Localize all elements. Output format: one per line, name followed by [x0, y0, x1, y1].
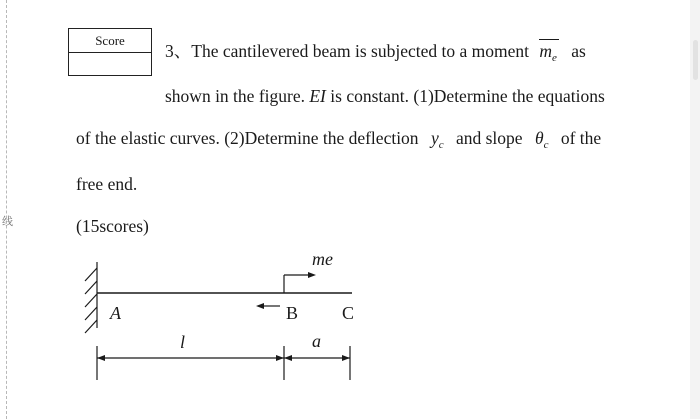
score-label: Score	[69, 29, 151, 53]
point-c-label: C	[342, 303, 355, 323]
b-marker-arrow	[256, 303, 280, 309]
problem-intro-text: 3、The cantilevered beam is subjected to a moment	[165, 41, 529, 61]
moment-vector-symbol: $m_e$	[539, 41, 557, 68]
problem-text-of-the: of the	[560, 128, 602, 148]
moment-me-label: me	[312, 249, 333, 269]
problem-line-4: free end.	[76, 174, 138, 194]
length-l-label: l	[180, 332, 186, 352]
problem-text-elastic: of the elastic curves. (2)Determine the deflection	[76, 128, 419, 148]
slope-symbol: $\theta_c$	[534, 128, 549, 151]
binding-margin-mark: 线	[2, 215, 13, 228]
score-note: (15scores)	[76, 216, 149, 236]
dimension-lines	[97, 346, 350, 380]
fixed-support-hatching	[85, 268, 97, 333]
problem-text-constant: is constant. (1)Determine the equations	[330, 86, 605, 106]
problem-as-text: as	[571, 41, 586, 61]
moment-arrow	[284, 272, 316, 293]
problem-text-and-slope: and slope	[455, 128, 523, 148]
deflection-symbol: $y_c$	[430, 128, 444, 151]
point-b-label: B	[286, 303, 299, 323]
problem-text-shown: shown in the figure.	[165, 86, 305, 106]
point-a-label: A	[110, 303, 121, 323]
length-a-label: a	[312, 331, 321, 351]
ei-symbol: EI	[309, 86, 326, 106]
